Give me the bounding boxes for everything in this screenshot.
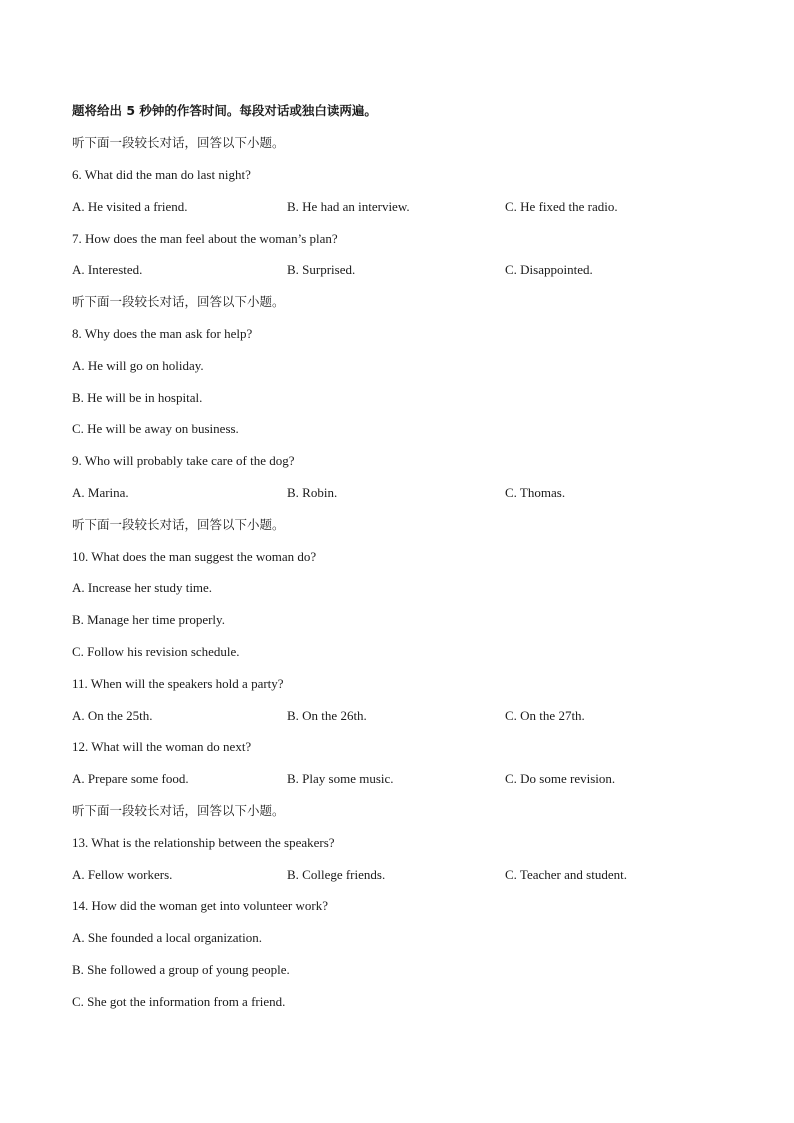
q6-option-a[interactable]: A. He visited a friend.: [72, 199, 188, 214]
q7-option-c[interactable]: C. Disappointed.: [505, 262, 593, 277]
q14-option-b[interactable]: B. She followed a group of young people.: [72, 962, 290, 977]
q6-option-c[interactable]: C. He fixed the radio.: [505, 199, 618, 214]
q9-option-c[interactable]: C. Thomas.: [505, 485, 566, 500]
q10-option-b[interactable]: B. Manage her time properly.: [72, 612, 225, 627]
question-9: 9. Who will probably take care of the dog?: [72, 453, 295, 468]
section-heading: 听下面一段较长对话，回答以下小题。: [72, 517, 285, 532]
question-6: 6. What did the man do last night?: [72, 167, 251, 182]
q13-option-a[interactable]: A. Fellow workers.: [72, 867, 173, 882]
question-8: 8. Why does the man ask for help?: [72, 326, 253, 341]
section-heading: 听下面一段较长对话，回答以下小题。: [72, 803, 285, 818]
question-13: 13. What is the relationship between the speakers?: [72, 835, 335, 850]
instructions-text: 题将给出 5 秒钟的作答时间。每段对话或独白读两遍。: [72, 103, 377, 118]
question-11: 11. When will the speakers hold a party?: [72, 676, 284, 691]
q8-option-c[interactable]: C. He will be away on business.: [72, 421, 239, 436]
q7-option-a[interactable]: A. Interested.: [72, 262, 143, 277]
q10-option-a[interactable]: A. Increase her study time.: [72, 580, 213, 595]
q6-option-b[interactable]: B. He had an interview.: [287, 199, 410, 214]
q12-option-c[interactable]: C. Do some revision.: [505, 771, 616, 786]
q11-option-a[interactable]: A. On the 25th.: [72, 708, 153, 723]
question-12: 12. What will the woman do next?: [72, 739, 252, 754]
q12-option-a[interactable]: A. Prepare some food.: [72, 771, 189, 786]
question-14: 14. How did the woman get into volunteer work?: [72, 898, 328, 913]
q14-option-c[interactable]: C. She got the information from a friend.: [72, 994, 286, 1009]
q10-option-c[interactable]: C. Follow his revision schedule.: [72, 644, 240, 659]
q11-option-b[interactable]: B. On the 26th.: [287, 708, 367, 723]
q11-option-c[interactable]: C. On the 27th.: [505, 708, 585, 723]
q8-option-b[interactable]: B. He will be in hospital.: [72, 390, 203, 405]
q12-option-b[interactable]: B. Play some music.: [287, 771, 394, 786]
question-10: 10. What does the man suggest the woman do?: [72, 549, 317, 564]
question-7: 7. How does the man feel about the woman’s plan?: [72, 231, 338, 246]
section-heading: 听下面一段较长对话，回答以下小题。: [72, 135, 285, 150]
q7-option-b[interactable]: B. Surprised.: [287, 262, 356, 277]
q9-option-b[interactable]: B. Robin.: [287, 485, 338, 500]
q9-option-a[interactable]: A. Marina.: [72, 485, 129, 500]
q8-option-a[interactable]: A. He will go on holiday.: [72, 358, 204, 373]
q13-option-c[interactable]: C. Teacher and student.: [505, 867, 627, 882]
q13-option-b[interactable]: B. College friends.: [287, 867, 386, 882]
section-heading: 听下面一段较长对话，回答以下小题。: [72, 294, 285, 309]
q14-option-a[interactable]: A. She founded a local organization.: [72, 930, 263, 945]
